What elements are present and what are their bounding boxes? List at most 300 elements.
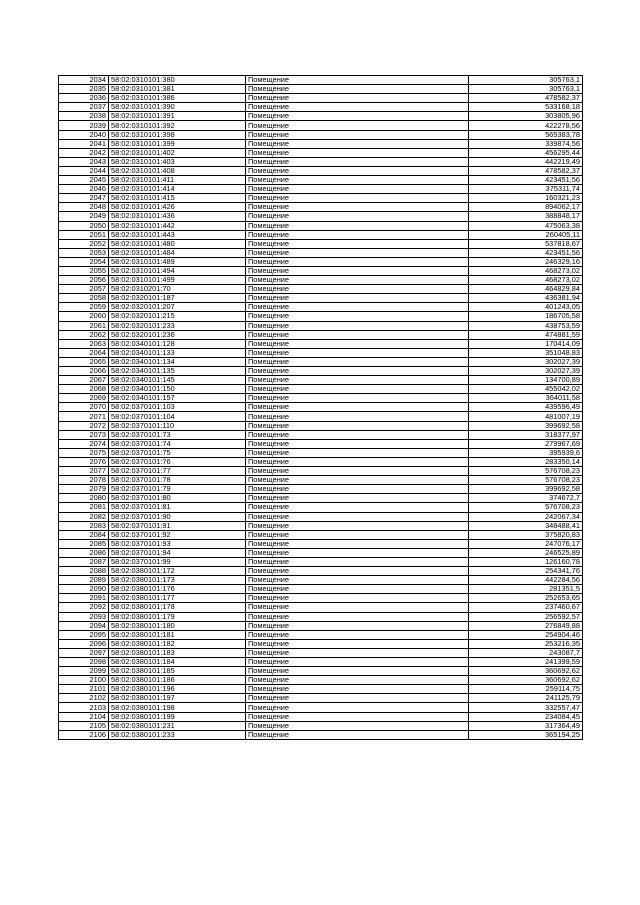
- row-number: 2099: [59, 667, 109, 676]
- table-row: [59, 448, 583, 457]
- cadastral-value: 256592,57: [469, 612, 583, 621]
- row-number: 2097: [59, 648, 109, 657]
- row-number: 2079: [59, 485, 109, 494]
- table-row: [59, 139, 583, 148]
- table-row: [59, 412, 583, 421]
- object-type: Помещение: [246, 212, 469, 221]
- object-type: Помещение: [246, 112, 469, 121]
- row-number: 2087: [59, 557, 109, 566]
- row-number: 2045: [59, 176, 109, 185]
- cadastral-value: 317364,49: [469, 721, 583, 730]
- row-number: 2057: [59, 285, 109, 294]
- object-type: Помещение: [246, 439, 469, 448]
- table-row: [59, 467, 583, 476]
- cadastral-number: 58:02:0310101:411: [109, 176, 246, 185]
- table-row: [59, 630, 583, 639]
- object-type: Помещение: [246, 594, 469, 603]
- row-number: 2038: [59, 112, 109, 121]
- object-type: Помещение: [246, 585, 469, 594]
- table-row: [59, 430, 583, 439]
- cadastral-value: 246329,16: [469, 257, 583, 266]
- cadastral-number: 58:02:0310101:398: [109, 130, 246, 139]
- object-type: Помещение: [246, 557, 469, 566]
- cadastral-number: 58:02:0370101:94: [109, 548, 246, 557]
- row-number: 2035: [59, 85, 109, 94]
- cadastral-number: 58:02:0310101:392: [109, 121, 246, 130]
- row-number: 2071: [59, 412, 109, 421]
- row-number: 2094: [59, 621, 109, 630]
- object-type: Помещение: [246, 276, 469, 285]
- row-number: 2043: [59, 157, 109, 166]
- cadastral-value: 134700,89: [469, 376, 583, 385]
- cadastral-value: 422278,56: [469, 121, 583, 130]
- cadastral-value: 374672,7: [469, 494, 583, 503]
- cadastral-number: 58:02:0370101:75: [109, 448, 246, 457]
- table-row: [59, 730, 583, 739]
- row-number: 2100: [59, 676, 109, 685]
- cadastral-number: 58:02:0310101:399: [109, 139, 246, 148]
- table-row: [59, 357, 583, 366]
- row-number: 2034: [59, 76, 109, 85]
- cadastral-value: 253216,35: [469, 639, 583, 648]
- table-row: [59, 248, 583, 257]
- cadastral-number: 58:02:0380101:178: [109, 603, 246, 612]
- row-number: 2068: [59, 385, 109, 394]
- object-type: Помещение: [246, 257, 469, 266]
- object-type: Помещение: [246, 330, 469, 339]
- object-type: Помещение: [246, 457, 469, 466]
- property-table-body: [59, 76, 583, 740]
- row-number: 2058: [59, 294, 109, 303]
- object-type: Помещение: [246, 567, 469, 576]
- table-row: [59, 85, 583, 94]
- cadastral-value: 360692,62: [469, 667, 583, 676]
- cadastral-value: 360692,62: [469, 676, 583, 685]
- object-type: Помещение: [246, 521, 469, 530]
- cadastral-value: 364011,58: [469, 394, 583, 403]
- row-number: 2086: [59, 548, 109, 557]
- row-number: 2069: [59, 394, 109, 403]
- row-number: 2088: [59, 567, 109, 576]
- row-number: 2082: [59, 512, 109, 521]
- cadastral-value: 305763,1: [469, 85, 583, 94]
- cadastral-number: 58:02:0310101:442: [109, 221, 246, 230]
- object-type: Помещение: [246, 139, 469, 148]
- object-type: Помещение: [246, 703, 469, 712]
- row-number: 2041: [59, 139, 109, 148]
- row-number: 2095: [59, 630, 109, 639]
- cadastral-value: 474881,59: [469, 330, 583, 339]
- table-row: [59, 185, 583, 194]
- cadastral-number: 58:02:0370101:78: [109, 476, 246, 485]
- object-type: Помещение: [246, 266, 469, 275]
- cadastral-value: 423451,56: [469, 248, 583, 257]
- cadastral-number: 58:02:0370101:110: [109, 421, 246, 430]
- table-row: [59, 367, 583, 376]
- cadastral-number: 58:02:0310101:390: [109, 103, 246, 112]
- cadastral-number: 58:02:0370101:73: [109, 430, 246, 439]
- table-row: [59, 330, 583, 339]
- row-number: 2090: [59, 585, 109, 594]
- cadastral-number: 58:02:0370101:76: [109, 457, 246, 466]
- cadastral-number: 58:02:0340101:157: [109, 394, 246, 403]
- table-row: [59, 294, 583, 303]
- property-table: [58, 75, 583, 740]
- cadastral-value: 401243,05: [469, 303, 583, 312]
- object-type: Помещение: [246, 512, 469, 521]
- table-row: [59, 703, 583, 712]
- row-number: 2105: [59, 721, 109, 730]
- table-row: [59, 548, 583, 557]
- cadastral-value: 247076,17: [469, 539, 583, 548]
- cadastral-number: 58:02:0310101:426: [109, 203, 246, 212]
- table-row: [59, 339, 583, 348]
- row-number: 2098: [59, 658, 109, 667]
- row-number: 2056: [59, 276, 109, 285]
- row-number: 2055: [59, 266, 109, 275]
- object-type: Помещение: [246, 185, 469, 194]
- cadastral-value: 276849,88: [469, 621, 583, 630]
- cadastral-value: 186705,58: [469, 312, 583, 321]
- cadastral-value: 399692,58: [469, 485, 583, 494]
- cadastral-number: 58:02:0310101:499: [109, 276, 246, 285]
- cadastral-value: 318377,97: [469, 430, 583, 439]
- table-row: [59, 76, 583, 85]
- cadastral-value: 537818,67: [469, 239, 583, 248]
- object-type: Помещение: [246, 485, 469, 494]
- object-type: Помещение: [246, 730, 469, 739]
- cadastral-number: 58:02:0310101:480: [109, 239, 246, 248]
- row-number: 2037: [59, 103, 109, 112]
- object-type: Помещение: [246, 85, 469, 94]
- object-type: Помещение: [246, 221, 469, 230]
- row-number: 2052: [59, 239, 109, 248]
- cadastral-value: 576708,23: [469, 467, 583, 476]
- cadastral-number: 58:02:0310101:402: [109, 148, 246, 157]
- cadastral-value: 305763,1: [469, 76, 583, 85]
- object-type: Помещение: [246, 194, 469, 203]
- row-number: 2091: [59, 594, 109, 603]
- table-row: [59, 166, 583, 175]
- cadastral-value: 279967,69: [469, 439, 583, 448]
- object-type: Помещение: [246, 721, 469, 730]
- object-type: Помещение: [246, 603, 469, 612]
- object-type: Помещение: [246, 294, 469, 303]
- cadastral-number: 58:02:0380101:231: [109, 721, 246, 730]
- cadastral-number: 58:02:0320101:187: [109, 294, 246, 303]
- row-number: 2050: [59, 221, 109, 230]
- cadastral-number: 58:02:0380101:184: [109, 658, 246, 667]
- row-number: 2039: [59, 121, 109, 130]
- table-row: [59, 658, 583, 667]
- cadastral-number: 58:02:0370101:93: [109, 539, 246, 548]
- table-row: [59, 285, 583, 294]
- cadastral-value: 242067,34: [469, 512, 583, 521]
- row-number: 2046: [59, 185, 109, 194]
- cadastral-number: 58:02:0370101:74: [109, 439, 246, 448]
- table-row: [59, 667, 583, 676]
- table-row: [59, 94, 583, 103]
- table-row: [59, 157, 583, 166]
- table-row: [59, 476, 583, 485]
- row-number: 2060: [59, 312, 109, 321]
- cadastral-number: 58:02:0380101:173: [109, 576, 246, 585]
- cadastral-value: 237460,67: [469, 603, 583, 612]
- table-row: [59, 394, 583, 403]
- object-type: Помещение: [246, 157, 469, 166]
- row-number: 2053: [59, 248, 109, 257]
- object-type: Помещение: [246, 467, 469, 476]
- row-number: 2104: [59, 712, 109, 721]
- row-number: 2076: [59, 457, 109, 466]
- cadastral-number: 58:02:0310101:403: [109, 157, 246, 166]
- table-row: [59, 494, 583, 503]
- object-type: Помещение: [246, 476, 469, 485]
- cadastral-number: 58:02:0370101:91: [109, 521, 246, 530]
- table-row: [59, 621, 583, 630]
- cadastral-number: 58:02:0380101:172: [109, 567, 246, 576]
- row-number: 2054: [59, 257, 109, 266]
- row-number: 2074: [59, 439, 109, 448]
- table-row: [59, 594, 583, 603]
- cadastral-value: 259114,75: [469, 685, 583, 694]
- object-type: Помещение: [246, 348, 469, 357]
- cadastral-value: 348488,41: [469, 521, 583, 530]
- row-number: 2092: [59, 603, 109, 612]
- cadastral-value: 894062,17: [469, 203, 583, 212]
- row-number: 2067: [59, 376, 109, 385]
- row-number: 2040: [59, 130, 109, 139]
- cadastral-value: 423451,56: [469, 176, 583, 185]
- table-row: [59, 239, 583, 248]
- cadastral-value: 252653,65: [469, 594, 583, 603]
- object-type: Помещение: [246, 530, 469, 539]
- cadastral-number: 58:02:0320101:233: [109, 321, 246, 330]
- object-type: Помещение: [246, 685, 469, 694]
- object-type: Помещение: [246, 494, 469, 503]
- cadastral-number: 58:02:0380101:181: [109, 630, 246, 639]
- cadastral-number: 58:02:0380101:179: [109, 612, 246, 621]
- row-number: 2059: [59, 303, 109, 312]
- cadastral-number: 58:02:0340101:133: [109, 348, 246, 357]
- row-number: 2101: [59, 685, 109, 694]
- table-row: [59, 130, 583, 139]
- cadastral-value: 170414,09: [469, 339, 583, 348]
- object-type: Помещение: [246, 130, 469, 139]
- cadastral-value: 475063,38: [469, 221, 583, 230]
- table-row: [59, 512, 583, 521]
- table-row: [59, 203, 583, 212]
- table-row: [59, 485, 583, 494]
- table-row: [59, 303, 583, 312]
- cadastral-number: 58:02:0370101:92: [109, 530, 246, 539]
- object-type: Помещение: [246, 367, 469, 376]
- object-type: Помещение: [246, 385, 469, 394]
- object-type: Помещение: [246, 230, 469, 239]
- cadastral-value: 399692,58: [469, 421, 583, 430]
- cadastral-number: 58:02:0380101:197: [109, 694, 246, 703]
- cadastral-value: 254341,76: [469, 567, 583, 576]
- cadastral-number: 58:02:0310101:484: [109, 248, 246, 257]
- cadastral-number: 58:02:0370101:80: [109, 494, 246, 503]
- object-type: Помещение: [246, 639, 469, 648]
- row-number: 2048: [59, 203, 109, 212]
- row-number: 2072: [59, 421, 109, 430]
- cadastral-value: 234084,45: [469, 712, 583, 721]
- table-row: [59, 721, 583, 730]
- object-type: Помещение: [246, 248, 469, 257]
- cadastral-number: 58:02:0370101:81: [109, 503, 246, 512]
- object-type: Помещение: [246, 357, 469, 366]
- table-row: [59, 321, 583, 330]
- cadastral-number: 58:02:0310101:386: [109, 94, 246, 103]
- cadastral-value: 375820,83: [469, 530, 583, 539]
- property-table-page: [58, 75, 583, 740]
- table-row: [59, 685, 583, 694]
- object-type: Помещение: [246, 285, 469, 294]
- cadastral-number: 58:02:0380101:233: [109, 730, 246, 739]
- object-type: Помещение: [246, 76, 469, 85]
- table-row: [59, 503, 583, 512]
- object-type: Помещение: [246, 694, 469, 703]
- object-type: Помещение: [246, 166, 469, 175]
- object-type: Помещение: [246, 712, 469, 721]
- row-number: 2102: [59, 694, 109, 703]
- cadastral-number: 58:02:0310201:70: [109, 285, 246, 294]
- cadastral-number: 58:02:0380101:186: [109, 676, 246, 685]
- cadastral-number: 58:02:0310101:436: [109, 212, 246, 221]
- row-number: 2036: [59, 94, 109, 103]
- cadastral-number: 58:02:0370101:104: [109, 412, 246, 421]
- row-number: 2044: [59, 166, 109, 175]
- row-number: 2065: [59, 357, 109, 366]
- cadastral-number: 58:02:0370101:90: [109, 512, 246, 521]
- cadastral-number: 58:02:0310101:489: [109, 257, 246, 266]
- cadastral-value: 332557,47: [469, 703, 583, 712]
- row-number: 2073: [59, 430, 109, 439]
- table-row: [59, 539, 583, 548]
- cadastral-value: 254904,46: [469, 630, 583, 639]
- object-type: Помещение: [246, 312, 469, 321]
- object-type: Помещение: [246, 667, 469, 676]
- row-number: 2103: [59, 703, 109, 712]
- cadastral-number: 58:02:0380101:182: [109, 639, 246, 648]
- row-number: 2042: [59, 148, 109, 157]
- row-number: 2083: [59, 521, 109, 530]
- cadastral-number: 58:02:0370101:99: [109, 557, 246, 566]
- table-row: [59, 230, 583, 239]
- cadastral-value: 302027,39: [469, 357, 583, 366]
- cadastral-number: 58:02:0310101:415: [109, 194, 246, 203]
- object-type: Помещение: [246, 630, 469, 639]
- cadastral-value: 438753,59: [469, 321, 583, 330]
- row-number: 2106: [59, 730, 109, 739]
- table-row: [59, 676, 583, 685]
- object-type: Помещение: [246, 658, 469, 667]
- table-row: [59, 712, 583, 721]
- table-row: [59, 457, 583, 466]
- object-type: Помещение: [246, 376, 469, 385]
- cadastral-number: 58:02:0340101:134: [109, 357, 246, 366]
- object-type: Помещение: [246, 203, 469, 212]
- row-number: 2085: [59, 539, 109, 548]
- cadastral-value: 365194,25: [469, 730, 583, 739]
- object-type: Помещение: [246, 612, 469, 621]
- row-number: 2063: [59, 339, 109, 348]
- cadastral-value: 260405,11: [469, 230, 583, 239]
- cadastral-number: 58:02:0310101:391: [109, 112, 246, 121]
- row-number: 2051: [59, 230, 109, 239]
- cadastral-number: 58:02:0310101:414: [109, 185, 246, 194]
- table-row: [59, 112, 583, 121]
- table-row: [59, 648, 583, 657]
- table-row: [59, 576, 583, 585]
- cadastral-number: 58:02:0310101:494: [109, 266, 246, 275]
- row-number: 2081: [59, 503, 109, 512]
- row-number: 2047: [59, 194, 109, 203]
- object-type: Помещение: [246, 239, 469, 248]
- table-row: [59, 312, 583, 321]
- table-row: [59, 567, 583, 576]
- cadastral-value: 241125,79: [469, 694, 583, 703]
- cadastral-value: 478582,37: [469, 94, 583, 103]
- object-type: Помещение: [246, 648, 469, 657]
- table-row: [59, 694, 583, 703]
- row-number: 2093: [59, 612, 109, 621]
- table-row: [59, 385, 583, 394]
- row-number: 2075: [59, 448, 109, 457]
- cadastral-value: 442284,56: [469, 576, 583, 585]
- row-number: 2049: [59, 212, 109, 221]
- cadastral-number: 58:02:0340101:150: [109, 385, 246, 394]
- object-type: Помещение: [246, 503, 469, 512]
- cadastral-number: 58:02:0380101:177: [109, 594, 246, 603]
- cadastral-value: 455042,02: [469, 385, 583, 394]
- row-number: 2066: [59, 367, 109, 376]
- cadastral-value: 339874,56: [469, 139, 583, 148]
- object-type: Помещение: [246, 539, 469, 548]
- cadastral-value: 395939,6: [469, 448, 583, 457]
- object-type: Помещение: [246, 94, 469, 103]
- cadastral-number: 58:02:0340101:145: [109, 376, 246, 385]
- cadastral-number: 58:02:0310101:408: [109, 166, 246, 175]
- cadastral-number: 58:02:0380101:199: [109, 712, 246, 721]
- cadastral-number: 58:02:0320101:215: [109, 312, 246, 321]
- table-row: [59, 521, 583, 530]
- object-type: Помещение: [246, 339, 469, 348]
- object-type: Помещение: [246, 176, 469, 185]
- cadastral-number: 58:02:0340101:128: [109, 339, 246, 348]
- cadastral-number: 58:02:0310101:381: [109, 85, 246, 94]
- object-type: Помещение: [246, 121, 469, 130]
- table-row: [59, 276, 583, 285]
- cadastral-value: 283350,14: [469, 457, 583, 466]
- table-row: [59, 257, 583, 266]
- row-number: 2064: [59, 348, 109, 357]
- cadastral-number: 58:02:0370101:79: [109, 485, 246, 494]
- cadastral-value: 302027,39: [469, 367, 583, 376]
- table-row: [59, 557, 583, 566]
- row-number: 2077: [59, 467, 109, 476]
- cadastral-value: 468273,02: [469, 266, 583, 275]
- object-type: Помещение: [246, 548, 469, 557]
- cadastral-value: 160321,23: [469, 194, 583, 203]
- cadastral-number: 58:02:0380101:198: [109, 703, 246, 712]
- cadastral-value: 281351,5: [469, 585, 583, 594]
- cadastral-value: 464829,84: [469, 285, 583, 294]
- table-row: [59, 439, 583, 448]
- cadastral-value: 481007,19: [469, 412, 583, 421]
